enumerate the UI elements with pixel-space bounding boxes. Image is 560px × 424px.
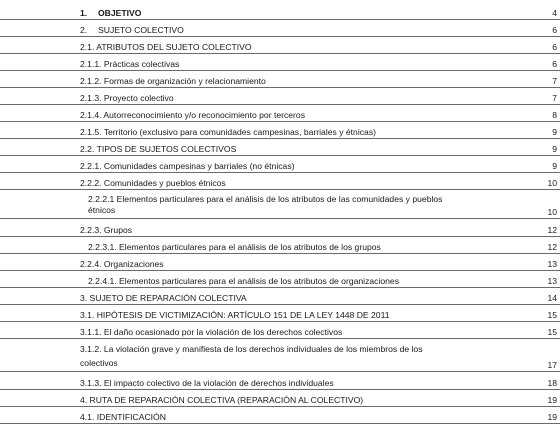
toc-number: 2. [80, 24, 88, 35]
toc-number: 1. [80, 7, 88, 18]
toc-page-number: 7 [552, 75, 557, 86]
toc-page-number: 14 [547, 292, 557, 303]
toc-entry-sujeto-colectivo[interactable] [0, 19, 560, 37]
toc-entry-2-2-2[interactable] [0, 172, 560, 190]
toc-page-number: 4 [552, 7, 557, 18]
toc-entry-2-1-4[interactable] [0, 104, 560, 122]
toc-title[interactable]: 2.2.3. Grupos [80, 224, 133, 235]
toc-page-number: 19 [547, 394, 557, 405]
toc-title[interactable]: OBJETIVO [98, 7, 142, 18]
toc-page-number: 13 [547, 275, 557, 286]
toc-title[interactable]: 2.2. TIPOS DE SUJETOS COLECTIVOS [80, 143, 237, 154]
toc-title[interactable]: 4. RUTA DE REPARACIÓN COLECTIVA (REPARACIÓN AL COLECTIVO) [80, 394, 364, 405]
toc-page-number: 10 [547, 207, 557, 217]
toc-entry-2-2-4[interactable] [0, 253, 560, 271]
toc-title[interactable]: 2.2.1. Comunidades campesinas y barriales (no étnicas) [80, 160, 295, 171]
toc-entry-2-2-4-1[interactable] [0, 270, 560, 288]
toc-entry-3[interactable] [0, 287, 560, 305]
toc-title[interactable]: 2.2.3.1. Elementos particulares para el análisis de los atributos de los grupos [88, 241, 381, 252]
toc-title-line2[interactable]: colectivos [80, 358, 118, 368]
toc-page-number: 9 [552, 126, 557, 137]
toc-page-number: 15 [547, 326, 557, 337]
toc-title[interactable]: 2.1. ATRIBUTOS DEL SUJETO COLECTIVO [80, 41, 252, 52]
toc-entry-4[interactable] [0, 389, 560, 407]
toc-page-number: 9 [552, 160, 557, 171]
toc-title[interactable]: 4.1. IDENTIFICACIÓN [80, 411, 166, 422]
toc-page-number: 12 [547, 224, 557, 235]
toc-entry-2-2-3[interactable] [0, 219, 560, 237]
toc-entry-2-1[interactable] [0, 36, 560, 54]
toc-entry-2-2-2-1[interactable] [0, 189, 560, 219]
toc-entry-objetivo[interactable] [0, 2, 560, 20]
toc-entry-2-1-1[interactable] [0, 53, 560, 71]
toc-title[interactable]: 2.1.4. Autorreconocimiento y/o reconocimiento por terceros [80, 109, 305, 120]
toc-page-number: 19 [547, 411, 557, 422]
toc-entry-2-2-3-1[interactable] [0, 236, 560, 254]
toc-page-number: 17 [547, 360, 557, 370]
toc-title-line1[interactable]: 2.2.2.1 Elementos particulares para el análisis de los atributos de las comunidades y pueblos [88, 194, 443, 204]
toc-title[interactable]: 2.1.3. Proyecto colectivo [80, 92, 174, 103]
toc-title[interactable]: 3.1.1. El daño ocasionado por la violación de los derechos colectivos [80, 326, 343, 337]
toc-page-number: 13 [547, 258, 557, 269]
toc-entry-3-1[interactable] [0, 304, 560, 322]
toc-entry-3-1-3[interactable] [0, 372, 560, 390]
toc-title-line1[interactable]: 3.1.2. La violación grave y manifiesta de los derechos individuales de los miembros de los [80, 344, 423, 354]
toc-page-number: 8 [552, 109, 557, 120]
toc-entry-2-1-2[interactable] [0, 70, 560, 88]
toc-title[interactable]: 3.1.3. El impacto colectivo de la violación de derechos individuales [80, 377, 334, 388]
toc-title[interactable]: 3.1. HIPÓTESIS DE VICTIMIZACIÓN: ARTÍCULO 151 DE LA LEY 1448 DE 2011 [80, 309, 390, 320]
toc-entry-3-1-2[interactable] [0, 338, 560, 372]
toc-page-number: 6 [552, 41, 557, 52]
toc-title-line2[interactable]: étnicos [88, 205, 116, 215]
toc-title[interactable]: 3. SUJETO DE REPARACIÓN COLECTIVA [80, 292, 247, 303]
toc-entry-2-2[interactable] [0, 138, 560, 156]
toc-page-number: 18 [547, 377, 557, 388]
toc-page-number: 6 [552, 58, 557, 69]
toc-title[interactable]: SUJETO COLECTIVO [98, 24, 184, 35]
toc-title[interactable]: 2.2.2. Comunidades y pueblos étnicos [80, 177, 226, 188]
toc-title[interactable]: 2.2.4.1. Elementos particulares para el análisis de los atributos de organizaciones [88, 275, 399, 286]
toc-entry-3-1-1[interactable] [0, 321, 560, 339]
toc-page-number: 7 [552, 92, 557, 103]
toc-title[interactable]: 2.1.1. Prácticas colectivas [80, 58, 180, 69]
toc-page-number: 12 [547, 241, 557, 252]
toc-title[interactable]: 2.2.4. Organizaciones [80, 258, 164, 269]
toc-page-number: 9 [552, 143, 557, 154]
toc-entry-2-2-1[interactable] [0, 155, 560, 173]
toc-entry-4-1[interactable] [0, 406, 560, 424]
toc-page-number: 6 [552, 24, 557, 35]
toc-title[interactable]: 2.1.2. Formas de organización y relacionamiento [80, 75, 266, 86]
toc-entry-2-1-5[interactable] [0, 121, 560, 139]
toc-title[interactable]: 2.1.5. Territorio (exclusivo para comunidades campesinas, barriales y étnicas) [80, 126, 376, 137]
toc-entry-2-1-3[interactable] [0, 87, 560, 105]
toc-page-number: 10 [547, 177, 557, 188]
toc-page-number: 15 [547, 309, 557, 320]
